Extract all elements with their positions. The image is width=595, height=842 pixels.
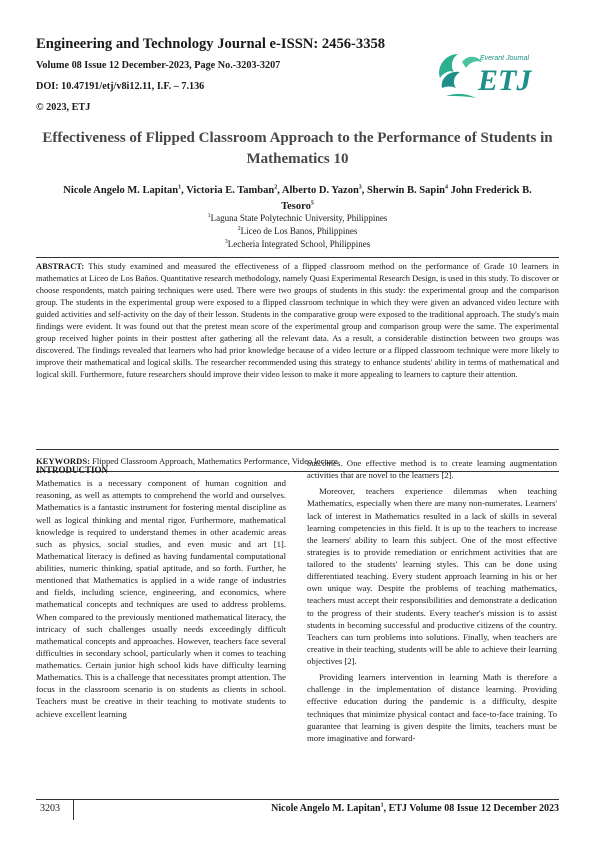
footer-rule <box>36 799 559 800</box>
logo-text: ETJ <box>478 64 532 97</box>
abstract-text: This study examined and measured the effectiveness of a flipped classroom method on the performance of Grade 10 learners in mathematics at Liceo de Los Baños. Quantitative research methodology, namely Quasi Experimental Research Design, is used in this study. To discover or choose respondents, match pairing techniques were used. There were two groups of students in this study: the experimental group and the comparison group. The students in the experimental group were exposed to a flipped classroom technique in which they were given an advanced video lecture with guided activities and self-activity on the day of their lesson. Students in the comparative group were exposed to the traditional approach. The study's main findings were evident. It was found out that the pretest mean score of the experimental group and comparison group were the same. The experimental group received higher points in their posttest after gathering all the relevant data. As a result, a considerable distinction between two groups was discovered. The findings revealed that learners who had prior knowledge because of a video lecture or a flipped classroom technique were more likely to improve their mathematical and logical skills. The researcher recommended using this strategy to enhance students' ability in terms of mathematical and logical skill. Furthermore, future researchers should improve their video lesson to make it more appealing to learners to capture their attention. <box>36 261 559 379</box>
author-name: John Frederick B. Tesoro <box>281 185 532 212</box>
author-name: Victoria E. Tamban <box>186 185 275 196</box>
keywords-label: KEYWORDS: <box>36 456 90 466</box>
author-name: Sherwin B. Sapin <box>367 185 445 196</box>
paragraph-intro-2: Moreover, teachers experience dilemmas when teaching Mathematics, especially when there are many non-numerates. Learners' lack of interest in Mathematics resulted in a lack of skills in several learning competencies in this field. It is up to the teachers to increase the learners' ability to learn this subject. One of the most effective strategies is to provide remediation or enrichment activities that are tailored to the students' learning styles. This can be done using differentiated teaching. Every student approach learning in his or her own unique way. Despite the problems of teaching mathematics, teachers must accept their responsibilities and demonstrate a dedication to the progress of their students. Every teacher's mission is to assist students in becoming successful and productive citizens of the country. Teachers can turn problems into solutions. Finally, when teachers are creative in their teaching, students will be able to achieve their learning objectives [2]. <box>307 486 557 666</box>
paragraph-intro-1: Mathematics is a necessary component of human cognition and reasoning, as well as attempts to comprehend the world and ourselves. Mathematics is a fantastic instrument for fostering mental discipline as well as logical thinking and mental rigor. Furthermore, mathematical knowledge is required to understand themes in other academic areas such as physics, social studies, and even music and art [1]. Mathematical literacy is defined as having fundamental computational abilities, numeric thinking, spatial aptitude, and so forth. Further, he mentioned that Mathematics is applied in a wide range of industries and fields, including science, engineering, and economics, where mathematical concepts and techniques are used to address problems. When compared to the previously mentioned mathematical literacy, the intricacy of such challenges usually needs exceedingly difficult mathematical concepts and approaches. However, teachers face several difficulties in secondary school, particularly when it comes to teaching mathematics. Certain junior high school kids have difficulty learning Mathematics. This is a challenge that necessitates prompt attention. The focus in the classroom scenario is on students as clients in school. Teachers must be creative in their teaching to motivate students to achieve excellent learning <box>36 478 286 719</box>
logo-subtitle: Everant Journal <box>480 55 530 62</box>
etj-logo <box>432 48 552 100</box>
paper-title: Effectiveness of Flipped Classroom Approach to the Performance of Students in Mathematics 10 <box>42 130 553 167</box>
footer-citation: Nicole Angelo M. Lapitan$^1$, ETJ Volume 08 Issue 12 December 2023 <box>271 802 559 814</box>
keywords-text: Flipped Classroom Approach, Mathematics Performance, Video lecture <box>92 456 338 466</box>
page-number: 3203 <box>40 803 60 814</box>
paragraph-intro-1-cont: outcomes. One effective method is to create learning augmentation activities that are novel to the learners [2]. <box>307 458 557 481</box>
author-name: Alberto D. Yazon <box>281 185 359 196</box>
section-heading-introduction: INTRODUCTION <box>36 465 109 475</box>
affiliation-1: $^1$Laguna State Polytechnic University, Philippines <box>207 213 388 223</box>
affiliation-3: $^3$Lecheria Integrated School, Philippines <box>224 239 371 249</box>
column-right <box>307 457 557 744</box>
copyright-line: © 2023, ETJ <box>36 102 91 113</box>
footer-divider <box>73 800 74 820</box>
paragraph-intro-3: Providing learners intervention in learning Math is therefore a challenge in the implementation of distance learning. Providing effective education during the pandemic is a difficulty, despite techniques that minimize physical contact and face-to-face training. To guarantee that learning is given despite the limits, teachers must be more imaginative and forward- <box>307 672 557 743</box>
author-name: Nicole Angelo M. Lapitan <box>63 185 179 196</box>
abstract-label: ABSTRACT: <box>36 261 85 271</box>
journal-title: Engineering and Technology Journal e-ISSN: 2456-3358 <box>36 36 386 52</box>
doi-line: DOI: 10.47191/etj/v8i12.11, I.F. – 7.136 <box>36 81 205 92</box>
author-list: Nicole Angelo M. Lapitan$^1$, Victoria E. Tamban$^2$, Alberto D. Yazon$^3$, Sherwin B. Sapin$^4$ John Frederick B. Tesoro$^5$ <box>63 184 532 212</box>
column-left <box>36 452 286 720</box>
abstract <box>36 257 559 450</box>
affiliation-2: $^2$Liceo de Los Banos, Philippines <box>237 226 358 236</box>
volume-line: Volume 08 Issue 12 December-2023, Page No.-3203-3207 <box>36 60 281 71</box>
